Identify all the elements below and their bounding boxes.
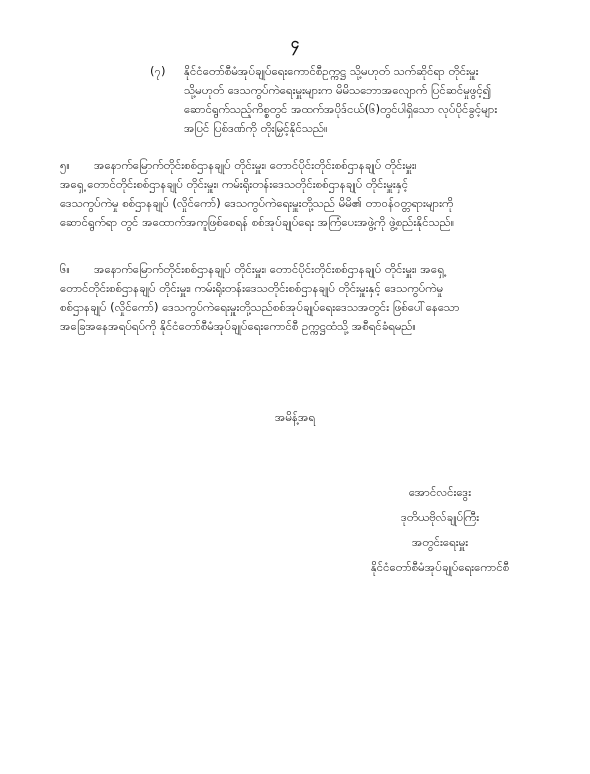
signature-block [340, 480, 540, 580]
paragraph-6-number: ၆။ [60, 262, 70, 276]
paragraph-6 [60, 260, 538, 336]
paragraph-6-line: တောင်တိုင်းစစ်ဌာနချုပ် တိုင်းမှူး၊ ကမ်းရိုးတန်းဒေသတိုင်းစစ်ဌာနချုပ် တိုင်းမှူးနှင့် ဒေသကွပ်ကဲမှု [60, 281, 444, 295]
paragraph-6-line [60, 260, 538, 279]
paragraph-5-line: အရှေ့ တောင်တိုင်းစစ်ဌာနချုပ် တိုင်းမှူး၊ ကမ်းရိုးတန်းဒေသတိုင်းစစ်ဌာနချုပ် တိုင်းမှူးနှင့် [60, 177, 409, 191]
paragraph-6-line: စစ်ဌာနချုပ် (လှိုင်ကော်) ဒေသကွပ်ကဲရေးမှူးတို့သည်စစ်အုပ်ချုပ်ရေးဒေသအတွင်း ဖြစ်ပေါ်နေသော [60, 300, 460, 314]
paragraph-5-line-text: အနောက်မြောက်တိုင်းစစ်ဌာနချုပ် တိုင်းမှူး၊ တောင်ပိုင်းတိုင်းစစ်ဌာနချုပ် တိုင်းမှူး၊ [94, 158, 417, 172]
sub-clause-7-line: သို့မဟုတ် ဒေသကွပ်ကဲရေးမှူးများက မိမိသဘောအလျောက် ပြင်ဆင်မှုဖွင့်၍ [184, 83, 492, 97]
sub-clause-7-marker: (၇) [150, 64, 166, 78]
paragraph-5-line: ဆောင်ရွက်ရာ တွင် အထောက်အကူဖြစ်စေရန် စစ်အုပ်ချုပ်ရေး အကြံပေးအဖွဲ့ကို ဖွဲ့စည်းနိုင်သည်။ [60, 215, 455, 229]
signatory-name: အောင်လင်းဒွေး [408, 485, 472, 499]
sub-clause-7-text [184, 62, 534, 138]
paragraph-6-line: အခြေအနေအရပ်ရပ်ကို နိုင်ငံတော်စီမံအုပ်ချုပ်ရေးကောင်စီ ဥက္ကဋ္ဌထံသို့ အစီရင်ခံရမည်။ [60, 319, 417, 333]
closing-by-order: အမိန့်အရ [274, 410, 316, 424]
paragraph-5-line [60, 156, 538, 175]
signatory-position: အတွင်းရေးမှူး [411, 535, 469, 549]
signatory-rank: ဒုတိယဗိုလ်ချုပ်ကြီး [400, 510, 480, 524]
paragraph-6-line-text: အနောက်မြောက်တိုင်းစစ်ဌာနချုပ် တိုင်းမှူး၊ တောင်ပိုင်းတိုင်းစစ်ဌာနချုပ် တိုင်းမှူး၊ အရှေ့ [94, 262, 444, 276]
page-number: ၄ [290, 34, 300, 52]
sub-clause-7-line: နိုင်ငံတော်စီမံအုပ်ချုပ်ရေးကောင်စီဥက္ကဋ္ဌ သို့မဟုတ် သက်ဆိုင်ရာ တိုင်းမှူး [184, 64, 479, 78]
paragraph-5-number: ၅။ [60, 158, 70, 172]
sub-clause-7-line: အပြင် ပြစ်ဒဏ်ကို တိုးမြှင့်နိုင်သည်။ [184, 121, 328, 135]
sub-clause-7-line: ဆောင်ရွက်သည့်ကိစ္စတွင် အထက်အပိုဒ်ငယ်(၆)တွင်ပါရှိသော လုပ်ပိုင်ခွင့်များ [184, 102, 498, 116]
paragraph-5 [60, 156, 538, 232]
signatory-organization: နိုင်ငံတော်စီမံအုပ်ချုပ်ရေးကောင်စီ [370, 560, 510, 574]
paragraph-5-line: ဒေသကွပ်ကဲမှု စစ်ဌာနချုပ် (လှိုင်ကော်) ဒေသကွပ်ကဲရေးမှူးတို့သည် မိမိ၏ တာဝန်ဝတ္တရားများကို [60, 196, 454, 210]
